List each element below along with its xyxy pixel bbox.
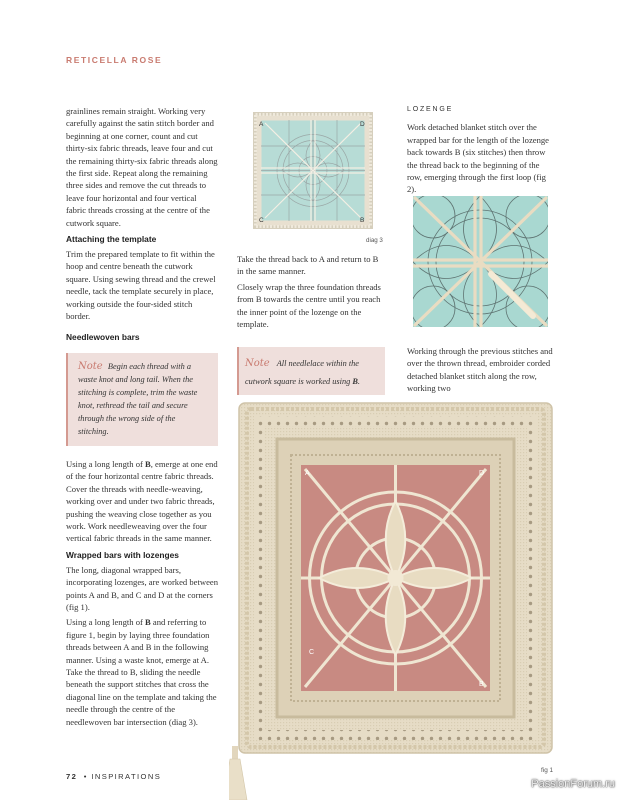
diag3-caption: diag 3 <box>366 237 383 244</box>
bars-paragraph: Using a long length of B, emerge at one end of the four horizontal centre fabric threads. Cover the threads with needle-weaving, working over and under two fabric threads, pushing the weaving close together as you work. Work needleweaving over the four vertical fabric threads in the same manner. <box>66 458 218 544</box>
wrapped-paragraph-2: Using a long length of B and referring to figure 1, begin by laying three foundation threads between A and B in the following manner. Using a waste knot, emerge at A. Take the thread to B, sliding the needle beneath the support stitches that cross the diagonal line on the template and taking the needle through the centre of the needlewoven bar intersection (diag 3). <box>66 617 217 727</box>
wrapped-paragraph: The long, diagonal wrapped bars, incorporating lozenges, are worked between points A and B, and C and D at the corners (fig 1). <box>66 564 218 612</box>
right-column-continued <box>407 345 555 398</box>
fig1-corner-d: D <box>479 470 485 477</box>
diag3-corner-c: C <box>259 217 264 224</box>
footer-title: INSPIRATIONS <box>91 772 162 781</box>
heading-attaching-template: Attaching the template <box>66 234 157 245</box>
right-column <box>407 104 555 199</box>
diag3-corner-d: D <box>360 121 365 128</box>
page-number: 72 <box>66 772 78 781</box>
diag3-corner-a: A <box>259 121 264 128</box>
page-footer <box>66 772 161 781</box>
section-label: RETICELLA ROSE <box>66 55 163 65</box>
figure-2-image <box>413 196 548 327</box>
note-flag: Note <box>245 358 270 369</box>
fig1-corner-b: B <box>479 681 484 688</box>
note-flag: Note <box>78 360 103 372</box>
template-paragraph: Trim the prepared template to fit within the hoop and centre beneath the cutwork square. Using sewing thread and the crewel needle, tack the template securely in place, working outside the four-sided stitch border. <box>66 249 216 322</box>
heading-needlewoven-bars: Needlewoven bars <box>66 331 140 342</box>
heading-wrapped-bars: Wrapped bars with lozenges <box>66 549 179 560</box>
left-column <box>66 105 218 731</box>
diagram-3-image <box>253 112 373 229</box>
figure-1-image <box>229 401 558 800</box>
fig1-corner-c: C <box>309 649 315 656</box>
mid-paragraph-2: Closely wrap the three foundation threads from B towards the centre until you reach the inner point of the lozenge on the template. <box>237 281 381 330</box>
fig1-caption: fig 1 <box>541 767 554 774</box>
note-text: All needlelace within the cutwork square is worked using B. <box>245 359 360 386</box>
note-text: Begin each thread with a waste knot and long tail. When the stitching is complete, trim the waste knot, rethread the tail and secure through the wrong side of the stitching. <box>78 361 198 436</box>
right-paragraph-2: Working through the previous stitches and over the thrown thread, embroider corded detached blanket stitch along the row, working two <box>407 346 553 394</box>
footer-separator: • <box>83 772 88 781</box>
note-box-waste-knot <box>66 353 218 446</box>
intro-paragraph: grainlines remain straight. Working very carefully against the satin stitch border and beginning at one corner, count and cut thirty-six fabric threads, leave four and cut the remaining thirty-six fabric threads along the first side. Repeat along the remaining three sides and remove the cut threads to leave four horizontal and four vertical fabric threads crossing at the centre of the cutwork square. <box>66 106 218 228</box>
middle-column <box>237 253 385 333</box>
fig1-corner-a: A <box>305 470 310 477</box>
note-box-needlelace <box>237 347 385 395</box>
watermark: PassionForum.ru <box>531 778 615 790</box>
diag3-corner-b: B <box>360 217 365 224</box>
mid-paragraph-1: Take the thread back to A and return to B in the same manner. <box>237 254 379 277</box>
lozenge-paragraph: Work detached blanket stitch over the wrapped bar for the length of the lozenge back towards B (six stitches) then throw the thread back to the beginning of the row, emerging through the first loop (fig 2). <box>407 122 549 195</box>
heading-lozenge: LOZENGE <box>407 106 454 113</box>
